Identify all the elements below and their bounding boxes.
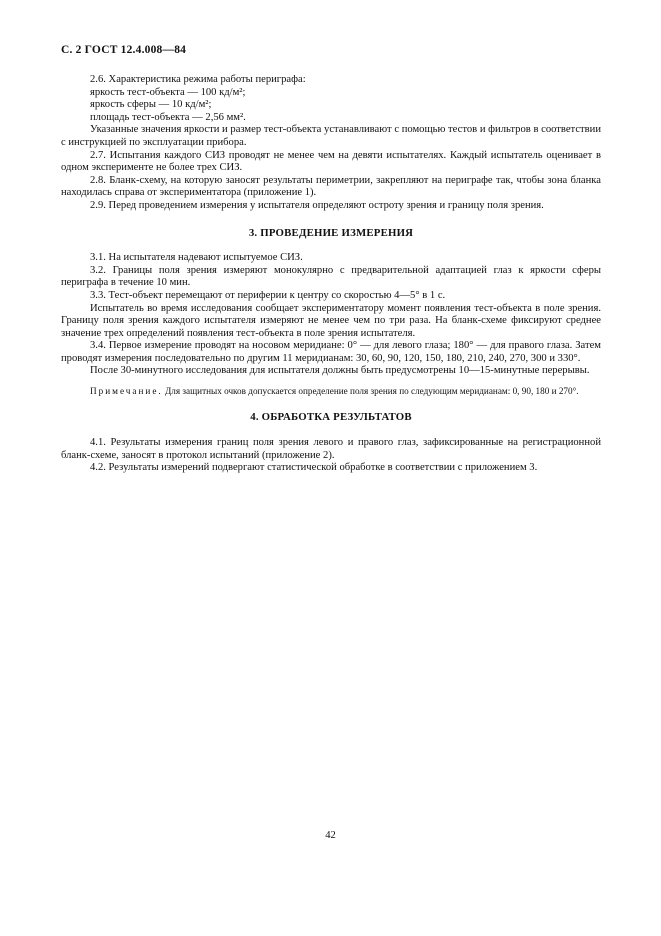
paragraph-2-7: 2.7. Испытания каждого СИЗ проводят не менее чем на девяти испытателях. Каждый испытатель оценивает в одном эксперименте не более трех СИЗ. — [61, 149, 601, 174]
paragraph-3-2: 3.2. Границы поля зрения измеряют монокулярно с предварительной адаптацией глаз к яркости сферы периграфа в течение 10 мин. — [61, 264, 601, 289]
paragraph-2-6-line-3: площадь тест-объекта — 2,56 мм². — [90, 111, 246, 123]
document-body — [61, 74, 601, 475]
paragraph-3-3-continued: Испытатель во время исследования сообщает экспериментатору момент появления тест-объекта в поле зрения. Границу поля зрения каждого испытателя измеряют не менее чем по три раза. На бланк-схеме фиксируют среднее значение трех определений появления тест-объекта в поле зрения испытателя. — [61, 302, 601, 339]
paragraph-3-4: 3.4. Первое измерение проводят на носовом меридиане: 0° — для левого глаза; 180° — для правого глаза. Затем проводят измерения последовательно по другим 11 меридианам: 30, 60, 90, 120, 150, 180, 210, 240, 270, 300 и 330°. — [61, 340, 601, 364]
paragraph-3-1: 3.1. На испытателя надевают испытуемое СИЗ. — [90, 252, 303, 264]
page-number: 42 — [325, 830, 336, 841]
note-text: Для защитных очков допускается определение поля зрения по следующим меридианам: 0, 90, 180 и 270°. — [162, 386, 579, 397]
paragraph-2-9: 2.9. Перед проведением измерения у испытателя определяют остроту зрения и границу поля зрения. — [90, 199, 544, 211]
paragraph-3-3: 3.3. Тест-объект перемещают от периферии к центру со скоростью 4—5° в 1 с. — [90, 289, 446, 301]
paragraph-4-1: 4.1. Результаты измерения границ поля зрения левого и правого глаз, зафиксированные на регистрационной бланк-схеме, заносят в протокол испытаний (приложение 2). — [61, 437, 601, 461]
paragraph-2-6-title: 2.6. Характеристика режима работы периграфа: — [90, 74, 306, 85]
paragraph-2-6-line-1: яркость тест-объекта — 100 кд/м²; — [90, 86, 246, 98]
paragraph-2-8: 2.8. Бланк-схему, на которую заносят результаты периметрии, закрепляют на периграфе так, чтобы зона бланка находилась справа от экспериментатора (приложение 1). — [61, 174, 601, 199]
section-4-heading: 4. ОБРАБОТКА РЕЗУЛЬТАТОВ — [250, 411, 412, 424]
note — [61, 386, 601, 397]
paragraph-2-6-note: Указанные значения яркости и размер тест-объекта устанавливают с помощью тестов и фильтров в соответствии с инструкцией по эксплуатации прибора. — [61, 124, 601, 148]
paragraph-4-2: 4.2. Результаты измерений подвергают статистической обработке в соответствии с приложением 3. — [90, 462, 538, 474]
section-3-heading: 3. ПРОВЕДЕНИЕ ИЗМЕРЕНИЯ — [248, 226, 414, 239]
paragraph-3-4-continued: После 30-минутного исследования для испытателя должны быть предусмотрены 10—15-минутные перерывы. — [90, 365, 590, 377]
paragraph-2-6-line-2: яркость сферы — 10 кд/м²; — [90, 99, 212, 111]
note-label: Примечание. — [90, 386, 163, 397]
page-header: С. 2 ГОСТ 12.4.008—84 — [61, 44, 187, 56]
